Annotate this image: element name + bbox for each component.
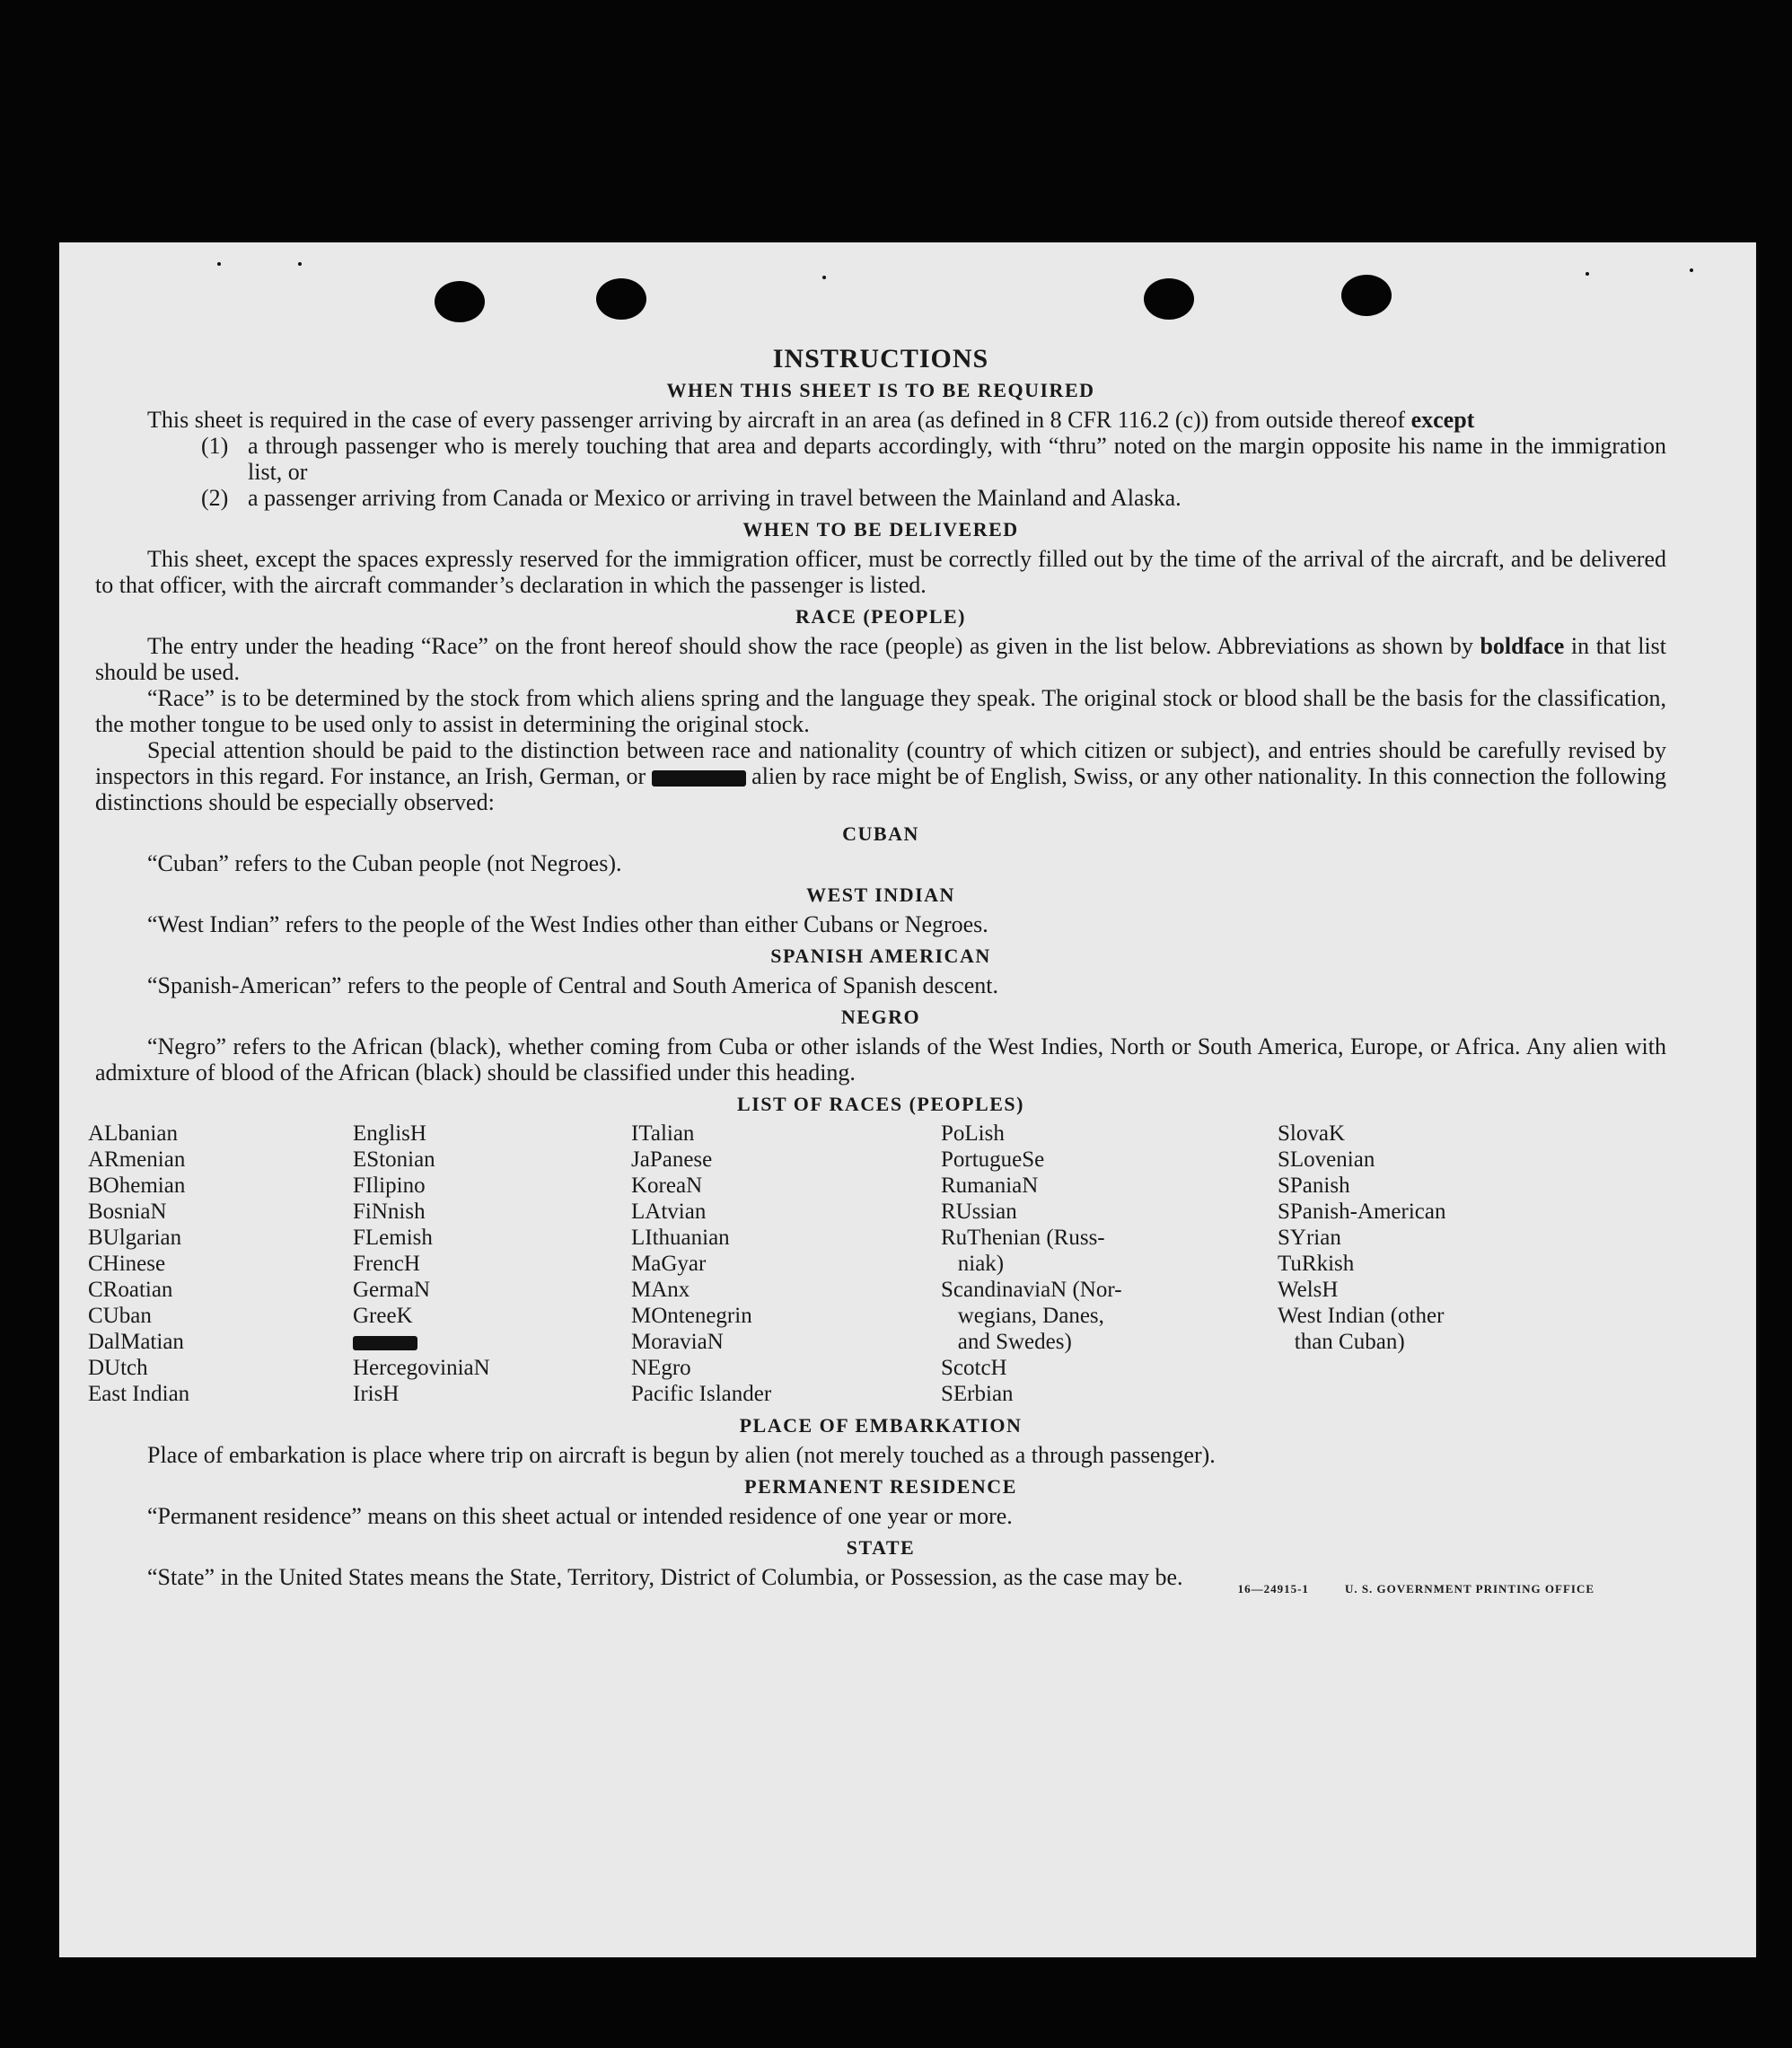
state-text: “State” in the United States means the State, Territory, District of Columbia, or Possession, as the case may be. <box>147 1564 1183 1590</box>
race-paragraph-2: “Race” is to be determined by the stock from which aliens spring and the language they speak. The original stock or blood shall be the basis for the classification, the mother tongue to be used only to assist in determining the original stock. <box>95 685 1666 737</box>
race-item: GreeK <box>353 1304 413 1328</box>
race-item: FIlipino <box>353 1173 426 1198</box>
punch-hole <box>435 281 485 322</box>
race-item: FrencH <box>353 1252 420 1276</box>
race-item: RUssian <box>941 1200 1017 1224</box>
race-item: Pacific Islander <box>631 1382 772 1406</box>
speck <box>298 262 302 266</box>
race-item: LIthuanian <box>631 1226 730 1250</box>
heading-race: RACE (PEOPLE) <box>795 605 966 628</box>
race-item: CHinese <box>88 1252 166 1276</box>
heading-cuban: CUBAN <box>842 822 919 845</box>
race-item: RuThenian (Russ- <box>941 1226 1105 1250</box>
race-item: and Swedes) <box>941 1330 1072 1354</box>
race-paragraph-3: Special attention should be paid to the distinction between race and nationality (country of which citizen or subject), and entries should be carefully revised by inspectors in this regard. For instance, an Irish, German, or alien by race might be of English, Swiss, or any other nationality. In this connection the following distinctions should be especially observed: <box>95 737 1667 815</box>
required-intro: This sheet is required in the case of every passenger arriving by aircraft in an area (as defined in 8 CFR 116.2 (c)) from outside thereof except <box>147 407 1475 433</box>
race-item: SLovenian <box>1278 1147 1375 1172</box>
race-item: ARmenian <box>88 1147 186 1172</box>
race-paragraph-1: The entry under the heading “Race” on the front hereof should show the race (people) as given in the list below. Abbreviations as shown by boldface in that list should be used. <box>95 633 1667 685</box>
race-item: ITalian <box>631 1121 695 1146</box>
race-item: EStonian <box>353 1147 435 1172</box>
heading-residence: PERMANENT RESIDENCE <box>744 1475 1017 1498</box>
race-item: BOhemian <box>88 1173 186 1198</box>
race-item: DUtch <box>88 1356 148 1380</box>
heading-negro: NEGRO <box>840 1006 921 1028</box>
race-item: MaGyar <box>631 1252 707 1276</box>
embarkation-text: Place of embarkation is place where trip on aircraft is begun by alien (not merely touched as a through passenger). <box>147 1442 1216 1468</box>
race-column-2 <box>353 1121 631 1407</box>
cuban-text: “Cuban” refers to the Cuban people (not Negroes). <box>147 850 622 876</box>
race-item: PortugueSe <box>941 1147 1045 1172</box>
page-title: INSTRUCTIONS <box>772 344 989 374</box>
residence-text: “Permanent residence” means on this sheet actual or intended residence of one year or more. <box>147 1503 1013 1529</box>
required-item-1: (1) a through passenger who is merely touching that area and departs accordingly, with “thru” noted on the margin opposite his name in the immigration list, or <box>201 433 1666 485</box>
punch-hole <box>1144 278 1194 320</box>
race-item: ALbanian <box>88 1121 178 1146</box>
spanish-american-text: “Spanish-American” refers to the people of Central and South America of Spanish descent. <box>147 972 998 998</box>
race-item: IrisH <box>353 1382 400 1406</box>
heading-spanish-american: SPANISH AMERICAN <box>770 945 991 967</box>
speck <box>217 262 221 266</box>
race-item: FiNnish <box>353 1200 426 1224</box>
negro-text: “Negro” refers to the African (black), whether coming from Cuba or other islands of the West Indies, North or South America, Europe, or Africa. Any alien with admixture of blood of the African (black) should be classified under this heading. <box>95 1033 1666 1086</box>
race-item: SPanish <box>1278 1173 1350 1198</box>
race-item: MOntenegrin <box>631 1304 752 1328</box>
punch-hole <box>1341 275 1392 316</box>
redaction-mark <box>652 770 746 787</box>
race-item-redacted <box>353 1329 631 1355</box>
race-item: BosniaN <box>88 1200 167 1224</box>
race-item: West Indian (other <box>1278 1304 1445 1328</box>
heading-required: WHEN THIS SHEET IS TO BE REQUIRED <box>666 379 1095 401</box>
form-number: 16—24915-1 <box>1237 1582 1309 1595</box>
race-item: FLemish <box>353 1226 433 1250</box>
race-item: NEgro <box>631 1356 691 1380</box>
document-sheet <box>59 242 1756 1957</box>
race-item: TuRkish <box>1278 1252 1355 1276</box>
race-item: HercegoviniaN <box>353 1356 490 1380</box>
race-item: ScandinaviaN (Nor- <box>941 1278 1122 1302</box>
race-item: niak) <box>941 1252 1005 1276</box>
punch-hole <box>596 278 646 320</box>
race-item: CRoatian <box>88 1278 173 1302</box>
race-item: RumaniaN <box>941 1173 1039 1198</box>
race-item: wegians, Danes, <box>941 1304 1104 1328</box>
instructions-content <box>88 344 1667 1602</box>
race-item: ScotcH <box>941 1356 1007 1380</box>
race-item: GermaN <box>353 1278 431 1302</box>
printer-line: U. S. GOVERNMENT PRINTING OFFICE <box>1344 1582 1594 1595</box>
race-item: BUlgarian <box>88 1226 182 1250</box>
redaction-mark <box>353 1336 417 1350</box>
race-column-5 <box>1278 1121 1574 1407</box>
race-item: DalMatian <box>88 1330 184 1354</box>
race-item: SErbian <box>941 1382 1014 1406</box>
race-item: PoLish <box>941 1121 1005 1146</box>
race-item: than Cuban) <box>1278 1330 1405 1354</box>
race-item: JaPanese <box>631 1147 713 1172</box>
race-column-1 <box>88 1121 353 1407</box>
speck <box>1690 268 1693 272</box>
heading-delivered: WHEN TO BE DELIVERED <box>742 518 1019 541</box>
race-item: CUban <box>88 1304 152 1328</box>
race-item: LAtvian <box>631 1200 707 1224</box>
required-item-2: (2) a passenger arriving from Canada or Mexico or arriving in travel between the Mainland and Alaska. <box>201 485 1181 511</box>
speck <box>822 276 826 279</box>
heading-west-indian: WEST INDIAN <box>806 883 955 906</box>
race-item: MoraviaN <box>631 1330 724 1354</box>
heading-state: STATE <box>846 1536 916 1559</box>
race-item: EnglisH <box>353 1121 426 1146</box>
heading-embarkation: PLACE OF EMBARKATION <box>739 1414 1023 1437</box>
race-item: WelsH <box>1278 1278 1339 1302</box>
heading-list-of-races: LIST OF RACES (PEOPLES) <box>737 1093 1024 1115</box>
race-item: East Indian <box>88 1382 190 1406</box>
race-item: SPanish-American <box>1278 1200 1446 1224</box>
west-indian-text: “West Indian” refers to the people of the West Indies other than either Cubans or Negroes. <box>147 911 988 937</box>
race-column-3 <box>631 1121 941 1407</box>
speck <box>1586 272 1589 276</box>
race-item: SYrian <box>1278 1226 1341 1250</box>
race-item: MAnx <box>631 1278 690 1302</box>
race-column-4 <box>941 1121 1278 1407</box>
race-list <box>88 1121 1666 1407</box>
race-item: SlovaK <box>1278 1121 1345 1146</box>
delivered-text: This sheet, except the spaces expressly reserved for the immigration officer, must be correctly filled out by the time of the arrival of the aircraft, and be delivered to that officer, with the aircraft commander’s declaration in which the passenger is listed. <box>95 546 1666 598</box>
race-item: KoreaN <box>631 1173 703 1198</box>
